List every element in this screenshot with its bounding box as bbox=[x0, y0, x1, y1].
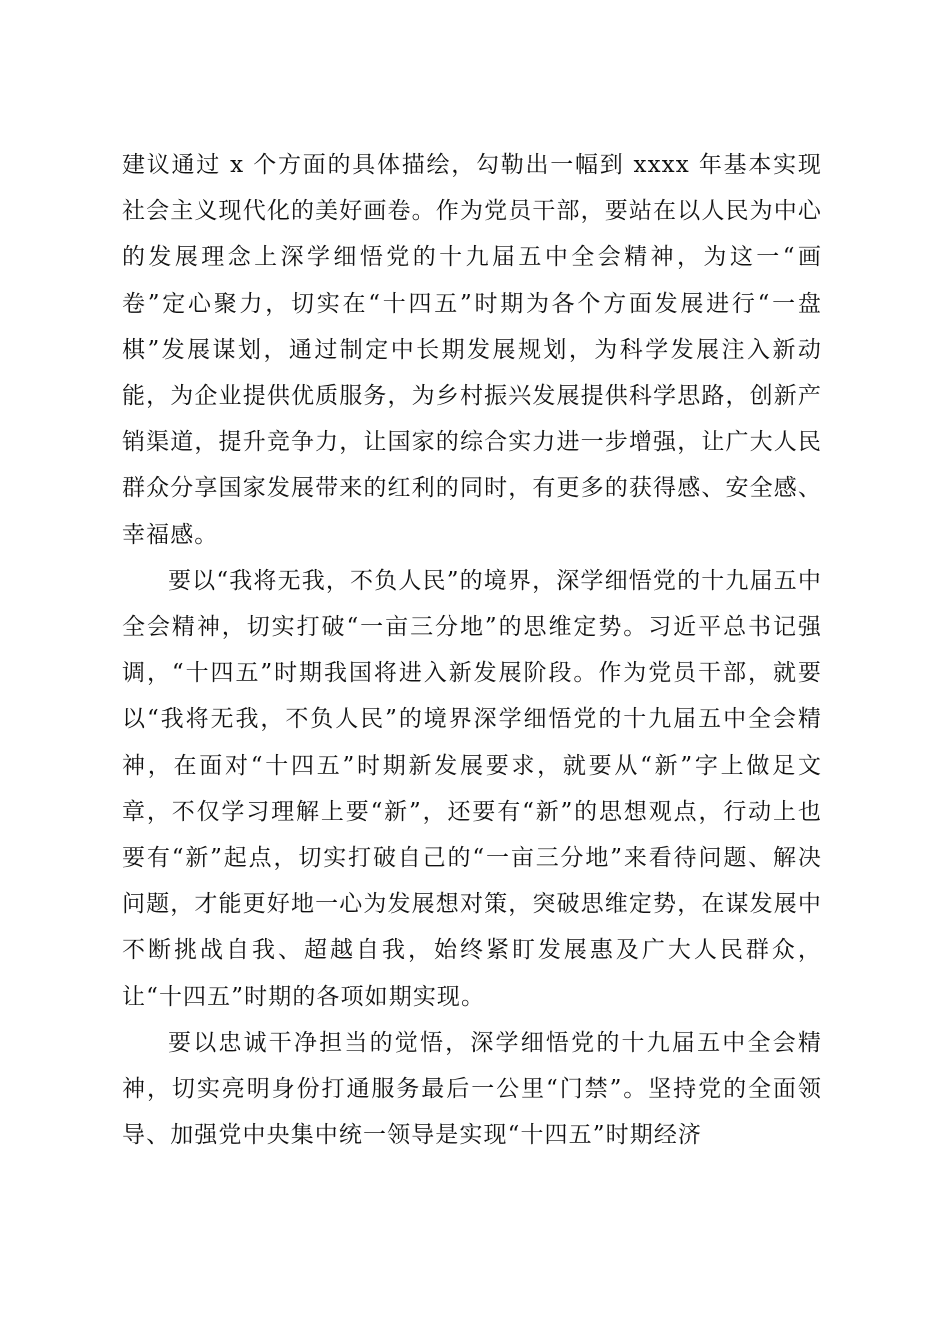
paragraph-3: 要以忠诚干净担当的觉悟，深学细悟党的十九届五中全会精神，切实亮明身份打通服务最后一公里“门禁”。坚持党的全面领导、加强党中央集中统一领导是实现“十四五”时期经济 bbox=[122, 1029, 822, 1149]
paragraph-2: 要以“我将无我，不负人民”的境界，深学细悟党的十九届五中全会精神，切实打破“一亩三分地”的思维定势。习近平总书记强调，“十四五”时期我国将进入新发展阶段。作为党员干部，就要以“我将无我，不负人民”的境界深学细悟党的十九届五中全会精神，在面对“十四五”时期新发展要求，就要从“新”字上做足文章，不仅学习理解上要“新”，还要有“新”的思想观点，行动上也要有“新”起点，切实打破自己的“一亩三分地”来看待问题、解决问题，才能更好地一心为发展想对策，突破思维定势，在谋发展中不断挑战自我、超越自我，始终紧盯发展惠及广大人民群众，让“十四五”时期的各项如期实现。 bbox=[122, 567, 822, 1010]
body-text bbox=[122, 142, 822, 1158]
paragraph-1: 建议通过 x 个方面的具体描绘，勾勒出一幅到 xxxx 年基本实现社会主义现代化的美好画卷。作为党员干部，要站在以人民为中心的发展理念上深学细悟党的十九届五中全会精神，为这一“画卷”定心聚力，切实在“十四五”时期为各个方面发展进行“一盘棋”发展谋划，通过制定中长期发展规划，为科学发展注入新动能，为企业提供优质服务，为乡村振兴发展提供科学思路，创新产销渠道，提升竞争力，让国家的综合实力进一步增强，让广大人民群众分享国家发展带来的红利的同时，有更多的获得感、安全感、幸福感。 bbox=[122, 152, 822, 548]
